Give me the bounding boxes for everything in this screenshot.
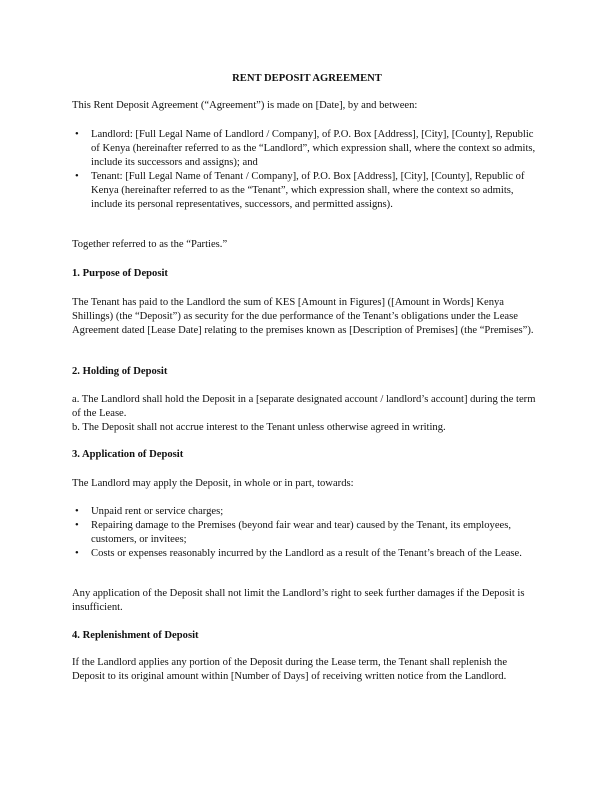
section-3-list [72,505,542,561]
section-3-heading: 3. Application of Deposit [72,449,184,460]
parties-list [72,128,542,212]
section-4-heading: 4. Replenishment of Deposit [72,630,199,641]
list-item: • Repairing damage to the Premises (beyond fair wear and tear) caused by the Tenant, its employees, customers, or invitees; [72,519,542,547]
section-2-heading: 2. Holding of Deposit [72,366,168,377]
document-title: RENT DEPOSIT AGREEMENT [232,73,382,84]
section-3-body: The Landlord may apply the Deposit, in whole or in part, towards: [72,478,354,489]
together-paragraph: Together referred to as the “Parties.” [72,239,228,250]
section-1-body: The Tenant has paid to the Landlord the sum of KES [Amount in Figures] ([Amount in Words] Kenya Shillings) (the “Deposit”) as security for the due performance of the Tenant’s obligations under the Lease Agreement dated [Lease Date] relating to the premises known as [Description of Premises] (the “Premises”). [72,297,534,336]
party-landlord: • Landlord: [Full Legal Name of Landlord / Company], of P.O. Box [Address], [City], [County], Republic of Kenya (hereinafter referred to as the “Landlord”, which expression shall, where the context so admits, include its successors and assigns); and [72,128,542,170]
section-4-body: If the Landlord applies any portion of the Deposit during the Lease term, the Tenant shall replenish the Deposit to its original amount within [Number of Days] of receiving written notice from the Landlord. [72,657,508,682]
section-2-line-a: a. The Landlord shall hold the Deposit in a [separate designated account / landlord’s account] during the term of the Lease. [72,394,536,419]
section-1-heading: 1. Purpose of Deposit [72,268,168,279]
list-item: • Unpaid rent or service charges; [72,505,542,519]
section-3-closing: Any application of the Deposit shall not limit the Landlord’s right to seek further damages if the Deposit is insufficient. [72,588,525,613]
party-tenant: • Tenant: [Full Legal Name of Tenant / Company], of P.O. Box [Address], [City], [County], Republic of Kenya (hereinafter referred to as the “Tenant”, which expression shall, where the context so admits, include its personal representatives, successors, and permitted assigns). [72,170,542,212]
section-2-line-b: b. The Deposit shall not accrue interest to the Tenant unless otherwise agreed in writing. [72,422,446,433]
list-item: • Costs or expenses reasonably incurred by the Landlord as a result of the Tenant’s breach of the Lease. [72,547,542,561]
intro-paragraph: This Rent Deposit Agreement (“Agreement”) is made on [Date], by and between: [72,100,418,111]
